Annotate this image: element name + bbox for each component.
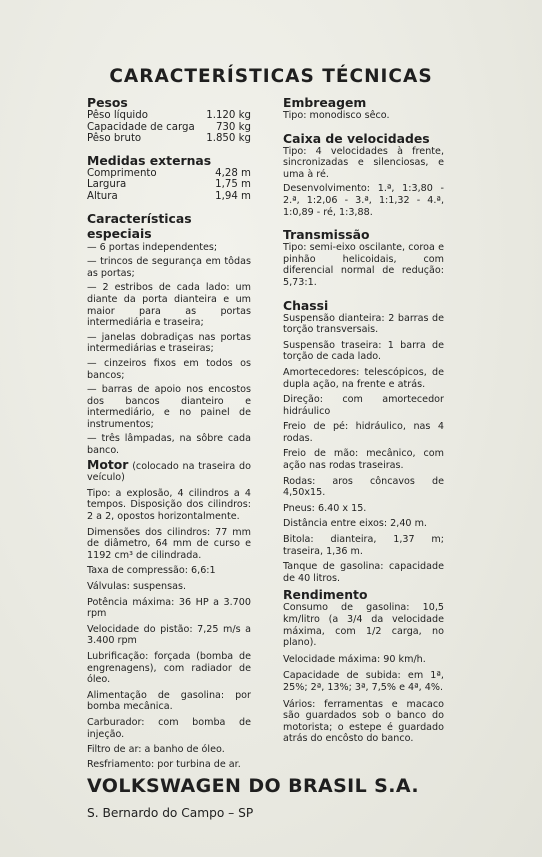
- chassi-item: Pneus: 6.40 x 15.: [283, 502, 367, 514]
- embreagem-heading: Embreagem: [283, 95, 367, 110]
- spec-value: 4,28 m: [215, 167, 251, 179]
- pesos-list: [87, 110, 251, 145]
- caixa-item: Desenvolvimento: 1.ª, 1:3,80 - 2.ª, 1:2,06 - 3.ª, 1:1,32 - 4.ª, 1:0,89 - ré, 1:3,88.: [283, 183, 444, 218]
- feature-item: — três lâmpadas, na sôbre cada banco.: [87, 433, 251, 457]
- spec-row: [87, 191, 251, 203]
- chassi-heading: Chassi: [283, 297, 329, 313]
- spec-label: Largura: [87, 179, 127, 191]
- rendimento-heading: Rendimento: [283, 587, 368, 603]
- motor-item: Dimensões dos cilindros: 77 mm de diâmetro, 64 mm de curso e 1192 cm³ de cilindrada.: [87, 526, 251, 561]
- spec-row: [87, 122, 251, 134]
- especiais-section: [87, 211, 251, 457]
- rendimento-item: Vários: ferramentas e macaco são guardados sob o banco do motorista; o estepe é guardado atrás do encôsto do banco.: [283, 698, 444, 745]
- medidas-list: [87, 168, 251, 203]
- embreagem-section: [283, 95, 444, 122]
- company-location: S. Bernardo do Campo – SP: [87, 806, 254, 820]
- motor-item: Velocidade do pistão: 7,25 m/s a 3.400 rpm: [87, 623, 251, 647]
- motor-item: Alimentação de gasolina: por bomba mecânica.: [87, 689, 251, 713]
- feature-item: — cinzeiros fixos em todos os bancos;: [87, 357, 251, 381]
- spec-row: [87, 133, 251, 145]
- chassi-item: Tanque de gasolina: capacidade de 40 litros.: [283, 561, 444, 584]
- spec-value: 1.120 kg: [206, 110, 251, 121]
- spec-label: Pêso bruto: [87, 133, 142, 145]
- especiais-heading: Características especiais: [87, 210, 192, 241]
- motor-heading: Motor: [87, 456, 129, 472]
- spec-value: 1,75 m: [215, 179, 251, 191]
- motor-item: Válvulas: suspensas.: [87, 581, 187, 592]
- pesos-section: [87, 95, 251, 145]
- medidas-heading: Medidas externas: [87, 152, 212, 168]
- feature-item: — trincos de segurança em tôdas as portas;: [87, 256, 251, 279]
- spec-row: [87, 168, 251, 180]
- chassi-item: Distância entre eixos: 2,40 m.: [283, 518, 427, 530]
- motor-item: Tipo: a explosão, 4 cilindros a 4 tempos. Disposição dos cilindros: 2 a 2, opostos horizontalmente.: [87, 487, 251, 523]
- feature-item: — janelas dobradiças nas portas intermediárias e traseiras;: [87, 331, 251, 355]
- motor-item: Taxa de compressão: 6,6:1: [87, 565, 216, 577]
- feature-item: — 2 estribos de cada lado: um diante da porta dianteira e um maior para as portas intermediária e traseira;: [87, 282, 251, 329]
- spec-value: 1.850 kg: [206, 133, 251, 145]
- page-title: CARACTERÍSTICAS TÉCNICAS: [109, 66, 433, 87]
- motor-section: [87, 456, 251, 771]
- motor-item: Filtro de ar: a banho de óleo.: [87, 744, 225, 756]
- motor-item: Carburador: com bomba de injeção.: [87, 716, 251, 740]
- spec-value: 730 kg: [215, 121, 251, 133]
- motor-item: Potência máxima: 36 HP a 3.700 rpm: [87, 596, 251, 620]
- spec-label: Comprimento: [87, 167, 157, 179]
- spec-label: Altura: [87, 190, 118, 202]
- spec-row: [87, 179, 251, 191]
- spec-row: [87, 110, 251, 122]
- right-column: [283, 95, 444, 745]
- spec-label: Capacidade de carga: [87, 121, 195, 133]
- caixa-item: Tipo: 4 velocidades à frente, sincronizadas e silenciosas, e uma à ré.: [283, 145, 444, 180]
- chassi-item: Direção: com amortecedor hidráulico: [283, 394, 444, 417]
- medidas-section: [87, 153, 251, 203]
- feature-item: — 6 portas independentes;: [87, 241, 218, 253]
- company-name: VOLKSWAGEN DO BRASIL S.A.: [87, 775, 419, 797]
- caixa-heading: Caixa de velocidades: [283, 130, 430, 146]
- motor-item: Lubrificação: forçada (bomba de engrenagens), com radiador de óleo.: [87, 650, 251, 686]
- feature-item: — barras de apoio nos encostos dos bancos dianteiro e intermediário, e no painel de instrumentos;: [87, 384, 251, 430]
- spec-label: Pêso líquido: [87, 110, 148, 121]
- caixa-section: [283, 131, 444, 219]
- transmissao-section: [283, 227, 444, 288]
- chassi-item: Bitola: dianteira, 1,37 m; traseira, 1,36 m.: [283, 534, 444, 557]
- rendimento-item: Velocidade máxima: 90 km/h.: [283, 653, 426, 665]
- chassi-item: Amortecedores: telescópicos, de dupla ação, na frente e atrás.: [283, 366, 444, 390]
- chassi-item: Freio de pé: hidráulico, nas 4 rodas.: [283, 421, 444, 444]
- spec-value: 1,94 m: [215, 190, 251, 202]
- rendimento-item: Consumo de gasolina: 10,5 km/litro (a 3/4 da velocidade máxima, com 1/2 carga, no plano).: [283, 602, 444, 649]
- motor-heading-note: (colocado na traseira do veículo): [87, 460, 251, 484]
- motor-heading-line: [87, 456, 251, 484]
- rendimento-section: [283, 587, 444, 745]
- chassi-section: [283, 298, 444, 585]
- left-column: [87, 95, 251, 770]
- chassi-item: Freio de mão: mecânico, com ação nas rodas traseiras.: [283, 448, 444, 472]
- transmissao-item: Tipo: semi-eixo oscilante, coroa e pinhão helicoidais, com diferencial normal de redução: 5,73:1.: [283, 242, 444, 288]
- chassi-item: Suspensão traseira: 1 barra de torção de cada lado.: [283, 339, 444, 363]
- motor-item: Resfriamento: por turbina de ar.: [87, 758, 241, 770]
- chassi-item: Suspensão dianteira: 2 barras de torção transversais.: [283, 312, 444, 336]
- pesos-heading: Pesos: [87, 95, 128, 110]
- transmissao-heading: Transmissão: [283, 227, 370, 243]
- embreagem-item: Tipo: monodisco sêco.: [283, 110, 390, 121]
- chassi-item: Rodas: aros côncavos de 4,50x15.: [283, 475, 444, 499]
- rendimento-item: Capacidade de subida: em 1ª, 25%; 2ª, 13%; 3ª, 7,5% e 4ª, 4%.: [283, 670, 444, 693]
